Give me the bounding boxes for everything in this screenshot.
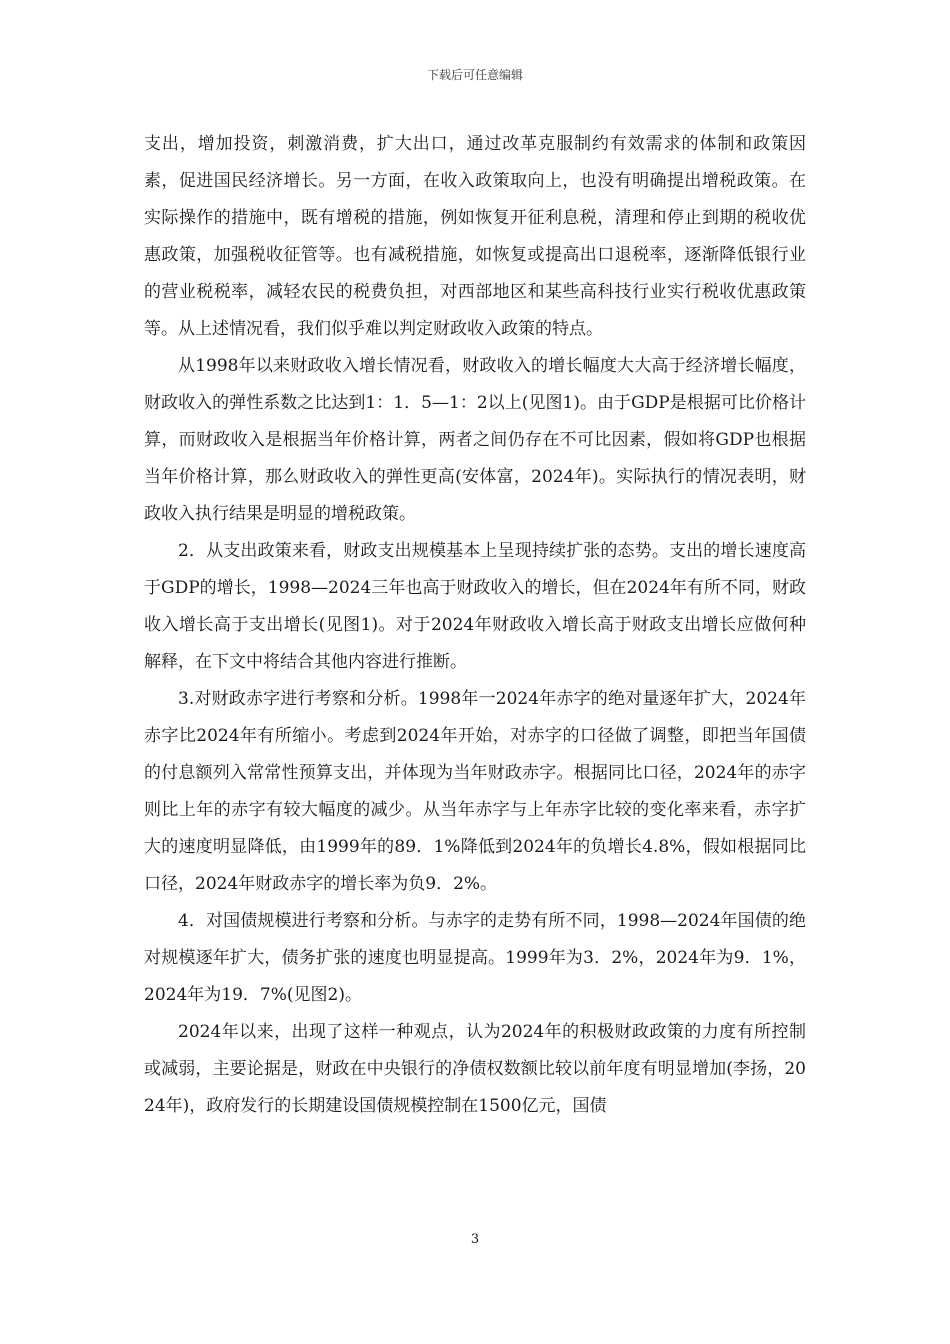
paragraph-continuation: 支出，增加投资，刺激消费，扩大出口，通过改革克服制约有效需求的体制和政策因素，促进国民经济增长。另一方面，在收入政策取向上，也没有明确提出增税政策。在实际操作的措施中，既有增税的措施，例如恢复开征利息税，清理和停止到期的税收优惠政策，加强税收征管等。也有减税措施，如恢复或提高出口退税率，逐渐降低银行业的营业税税率，减轻农民的税费负担，对西部地区和某些高科技行业实行税收优惠政策等。从上述情况看，我们似乎难以判定财政收入政策的特点。 [144,134,806,339]
paragraph-expenditure-policy: 2．从支出政策来看，财政支出规模基本上呈现持续扩张的态势。支出的增长速度高于GDP的增长，1998—2024三年也高于财政收入的增长，但在2024年有所不同，财政收入增长高于支出增长(见图1)。对于2024年财政收入增长高于财政支出增长应做何种解释，在下文中将结合其他内容进行推断。 [144,541,806,672]
page-number: 3 [470,1232,480,1247]
page-header: 下载后可任意编辑 [426,68,523,82]
document-body [144,126,806,1125]
paragraph-policy-view: 2024年以来，出现了这样一种观点，认为2024年的积极财政政策的力度有所控制或减弱，主要论据是，财政在中央银行的净债权数额比较以前年度有明显增加(李扬，2024年)，政府发行的长期建设国债规模控制在1500亿元，国债 [144,1022,806,1116]
paragraph-fiscal-deficit: 3.对财政赤字进行考察和分析。1998年一2024年赤字的绝对量逐年扩大，2024年赤字比2024年有所缩小。考虑到2024年开始，对赤字的口径做了调整，即把当年国债的付息额列入常常性预算支出，并体现为当年财政赤字。根据同比口径，2024年的赤字则比上年的赤字有较大幅度的减少。从当年赤字与上年赤字比较的变化率来看，赤字扩大的速度明显降低，由1999年的89．1%降低到2024年的负增长4.8%，假如根据同比口径，2024年财政赤字的增长率为负9．2%。 [144,689,806,894]
paragraph-national-debt: 4．对国债规模进行考察和分析。与赤字的走势有所不同，1998—2024年国债的绝对规模逐年扩大，债务扩张的速度也明显提高。1999年为3．2%，2024年为9．1%，2024年为19．7%(见图2)。 [144,911,806,1005]
paragraph-revenue-growth: 从1998年以来财政收入增长情况看，财政收入的增长幅度大大高于经济增长幅度，财政收入的弹性系数之比达到1：1．5—1：2以上(见图1)。由于GDP是根据可比价格计算，而财政收入是根据当年价格计算，两者之间仍存在不可比因素，假如将GDP也根据当年价格计算，那么财政收入的弹性更高(安体富，2024年)。实际执行的情况表明，财政收入执行结果是明显的增税政策。 [144,356,806,524]
